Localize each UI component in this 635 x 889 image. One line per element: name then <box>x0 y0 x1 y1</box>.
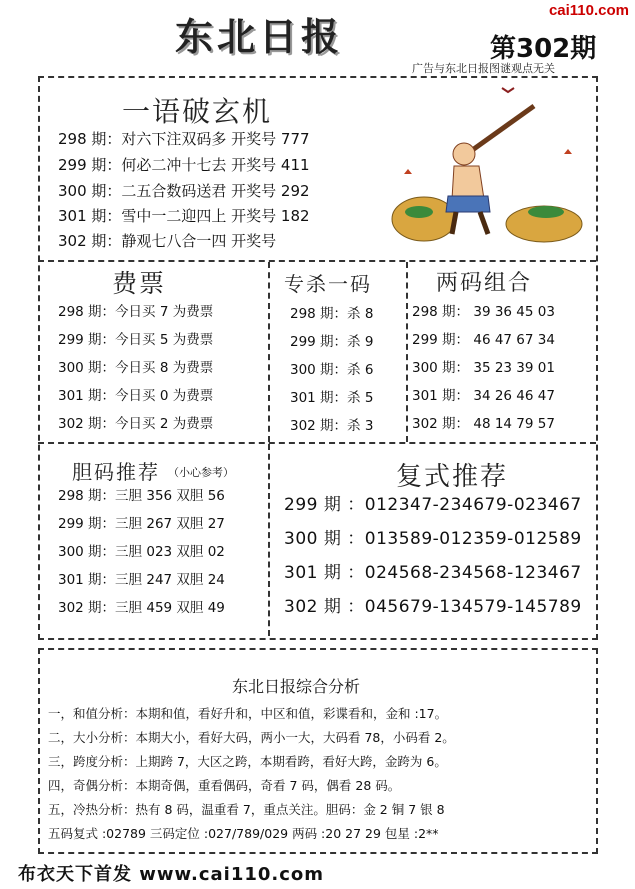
zhuansha-row: 299 期：杀 9 <box>290 334 374 350</box>
zhuansha-row: 300 期：杀 6 <box>290 362 374 378</box>
yiyu-row: 299 期：何必二冲十七去 开奖号 411 <box>58 156 310 174</box>
zhuansha-row: 298 期：杀 8 <box>290 306 374 322</box>
site-url[interactable]: cai110.com <box>548 2 629 19</box>
divider-top <box>38 260 596 262</box>
zhuansha-title: 专杀一码 <box>284 272 372 296</box>
yiyu-title: 一语破玄机 <box>122 95 273 128</box>
danma-row: 299 期：三胆 267 双胆 27 <box>58 516 225 532</box>
analysis-row: 二，大小分析：本期大小，看好大码，两小一大，大码看 78，小码看 2。 <box>48 730 455 745</box>
yiyu-row: 301 期：雪中一二迎四上 开奖号 182 <box>58 207 310 225</box>
divider-feipiao <box>268 262 270 442</box>
fushi-title: 复式推荐 <box>396 462 509 492</box>
zhuansha-row: 301 期：杀 5 <box>290 390 374 406</box>
feipiao-row: 298 期：今日买 7 为费票 <box>58 304 214 320</box>
feipiao-row: 301 期：今日买 0 为费票 <box>58 388 214 404</box>
footer-text: 布衣天下首发 www.cai110.com <box>18 864 325 885</box>
divider-mid <box>38 442 596 444</box>
yiyu-row: 302 期：静观七八合一四 开奖号 <box>58 232 277 250</box>
danma-note: （小心参考） <box>168 466 234 479</box>
liangma-row: 299 期： 46 47 67 34 <box>412 332 555 348</box>
analysis-title: 东北日报综合分析 <box>232 677 361 696</box>
fushi-row: 302 期 ：045679-134579-145789 <box>284 597 582 617</box>
feipiao-row: 300 期：今日买 8 为费票 <box>58 360 214 376</box>
fushi-row: 301 期 ：024568-234568-123467 <box>284 563 582 583</box>
analysis-row: 一，和值分析：本期和值，看好升和，中区和值，彩谍看和，金和 :17。 <box>48 706 448 721</box>
liangma-title: 两码组合 <box>436 271 533 296</box>
yiyu-row: 300 期：二五合数码送君 开奖号 292 <box>58 182 310 200</box>
analysis-row: 四，奇偶分析：本期奇偶，重看偶码，奇看 7 码，偶看 28 码。 <box>48 778 401 793</box>
feipiao-row: 299 期：今日买 5 为费票 <box>58 332 214 348</box>
liangma-row: 301 期： 34 26 46 47 <box>412 388 555 404</box>
danma-row: 300 期：三胆 023 双胆 02 <box>58 544 225 560</box>
feipiao-title: 费票 <box>112 269 167 298</box>
liangma-row: 302 期： 48 14 79 57 <box>412 416 555 432</box>
newspaper-title: 东北日报 <box>175 14 344 59</box>
analysis-row: 三，跨度分析：上期跨 7，大区之跨，本期看跨，看好大跨，金跨为 6。 <box>48 754 447 769</box>
fushi-row: 300 期 ：013589-012359-012589 <box>284 529 582 549</box>
analysis-row: 五，冷热分析：热有 8 码，温重看 7，重点关注。胆码：金 2 铜 7 银 8 <box>48 802 445 817</box>
divider-zhuansha <box>406 262 408 442</box>
yiyu-row: 298 期：对六下注双码多 开奖号 777 <box>58 130 310 148</box>
feipiao-row: 302 期：今日买 2 为费票 <box>58 416 214 432</box>
liangma-row: 298 期： 39 36 45 03 <box>412 304 555 320</box>
disclaimer: 广告与东北日报图谜观点无关 <box>412 62 555 75</box>
fushi-row: 299 期 ：012347-234679-023467 <box>284 495 582 515</box>
danma-row: 301 期：三胆 247 双胆 24 <box>58 572 225 588</box>
danma-title: 胆码推荐 <box>72 460 160 484</box>
monk-illustration <box>384 84 590 254</box>
danma-row: 302 期：三胆 459 双胆 49 <box>58 600 225 616</box>
danma-row: 298 期：三胆 356 双胆 56 <box>58 488 225 504</box>
zhuansha-row: 302 期：杀 3 <box>290 418 374 434</box>
divider-danma <box>268 444 270 636</box>
analysis-row: 五码复式 :02789 三码定位 :027/789/029 两码 :20 27 29 包星 :2** <box>48 826 439 841</box>
liangma-row: 300 期： 35 23 39 01 <box>412 360 555 376</box>
issue-number: 第302期 <box>490 34 597 64</box>
